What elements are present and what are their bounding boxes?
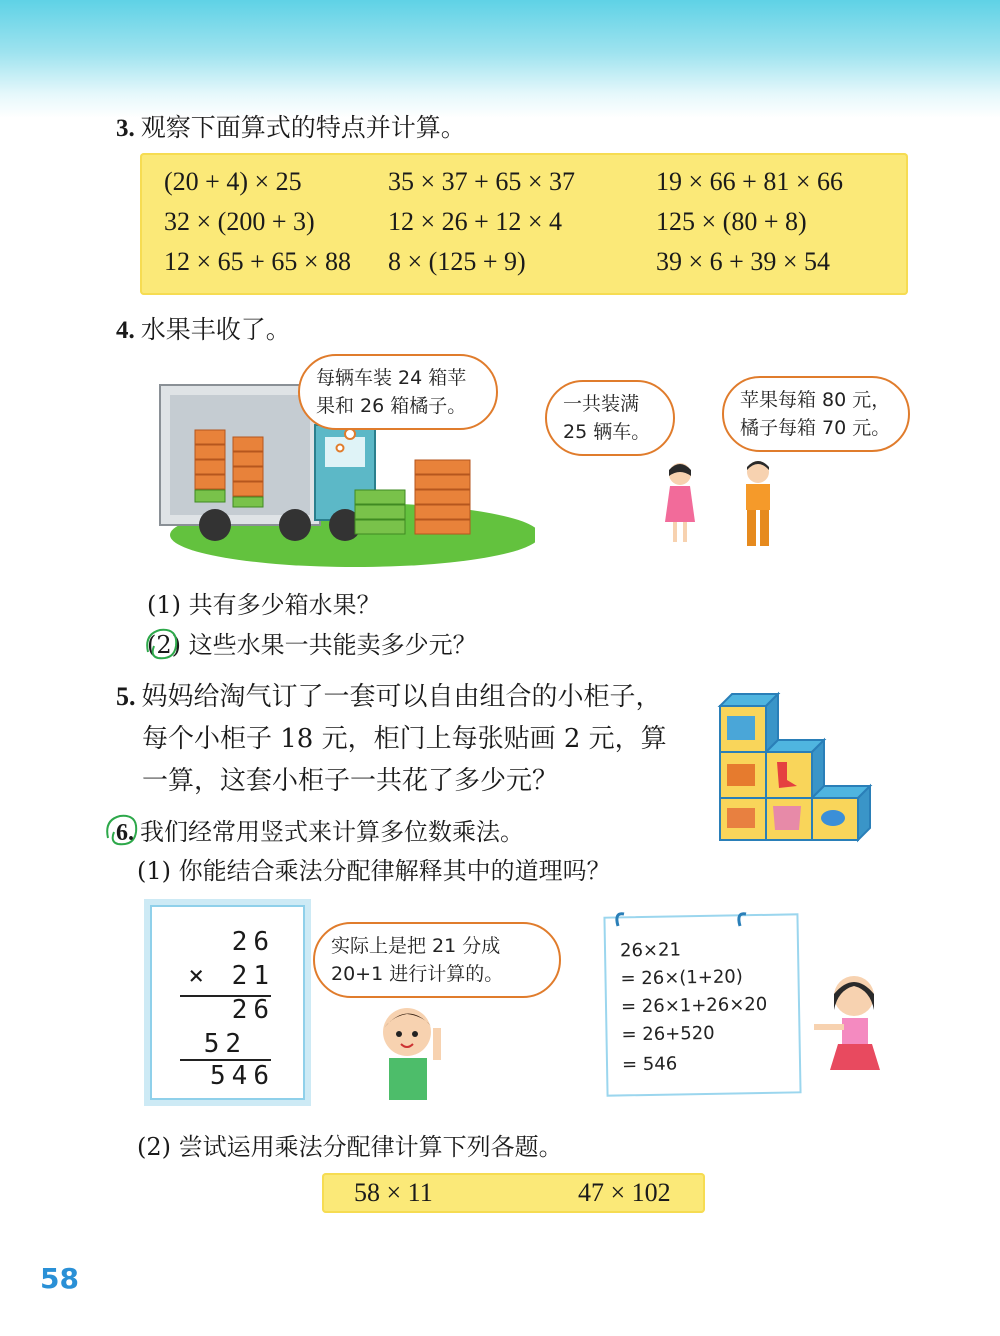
top-color-band [0, 0, 1000, 118]
q4-title: 水果丰收了。 [140, 315, 291, 344]
vertical-row-partial-2: 52 [203, 1029, 247, 1059]
q3-expression-box [140, 153, 908, 295]
q5-text [116, 676, 667, 802]
q3-number: 3. [116, 115, 135, 142]
q6-title: 我们经常用竖式来计算多位数乘法。 [140, 818, 524, 846]
q3-title: 观察下面算式的特点并计算。 [140, 113, 466, 142]
q3-expr-3: 19 × 66 + 81 × 66 [656, 167, 843, 196]
note-line-2: = 26×(1+20) [620, 966, 743, 990]
q5-line-2: 每个小柜子 18 元，柜门上每张贴画 2 元，算 [142, 724, 667, 754]
cabinet-illustration [715, 688, 890, 843]
q4-sub-question-2: (2) 这些水果一共能卖多少元？ [147, 631, 477, 659]
q3-expr-5: 12 × 26 + 12 × 4 [388, 207, 562, 236]
q4-heading [116, 312, 291, 349]
q6-sub-question-2: (2) 尝试运用乘法分配律计算下列各题。 [137, 1133, 563, 1161]
q3-expr-2: 35 × 37 + 65 × 37 [388, 167, 575, 196]
speech-bubble-girl [545, 380, 675, 456]
q6-expr-1: 58 × 11 [354, 1178, 433, 1207]
q5-line-1-text: 妈妈给淘气订了一套可以自由组合的小柜子， [141, 682, 662, 712]
q6-heading [116, 814, 524, 851]
bubble-boy-line-1: 苹果每箱 80 元， [740, 389, 891, 411]
q5-number: 5. [116, 682, 136, 711]
vertical-row-multiplier: × 21 [188, 961, 275, 991]
q3-expr-7: 12 × 65 + 65 × 88 [164, 247, 351, 276]
note-line-1: 26×21 [619, 939, 682, 962]
q6-number: 6. [116, 820, 134, 846]
bubble-truck-line-1: 每辆车装 24 箱苹 [316, 367, 467, 389]
q3-expr-8: 8 × (125 + 9) [388, 247, 526, 276]
q3-expr-9: 39 × 6 + 39 × 54 [656, 247, 830, 276]
girl-character [655, 460, 705, 550]
q4-sub-question-1: (1) 共有多少箱水果？ [147, 591, 381, 619]
boy-pointing-character [375, 1000, 450, 1105]
q4-number: 4. [116, 317, 135, 344]
calculation-note-card [603, 913, 801, 1096]
thought-dots [330, 428, 370, 458]
q5-line-3: 一算，这套小柜子一共花了多少元？ [142, 766, 559, 796]
boy-character [730, 458, 785, 550]
note-line-5: = 546 [621, 1053, 678, 1076]
vertical-row-product: 546 [210, 1061, 275, 1091]
green-swirl-icon [140, 622, 186, 668]
q3-heading [116, 110, 466, 147]
page-number: 58 [40, 1262, 79, 1295]
speech-bubble-truck [298, 354, 498, 430]
q3-expr-6: 125 × (80 + 8) [656, 207, 807, 236]
bubble-girl-line-1: 一共装满 [563, 393, 640, 415]
girl-pointing-character [812, 970, 892, 1080]
bubble-boy-line-2: 橘子每箱 70 元。 [740, 417, 891, 439]
q6-sub-question-1: (1) 你能结合乘法分配律解释其中的道理吗？ [137, 857, 611, 885]
bubble-truck-line-2: 果和 26 箱橘子。 [316, 395, 467, 417]
speech-bubble-explain [313, 922, 561, 998]
speech-bubble-boy [722, 376, 910, 452]
vertical-multiplication-card [150, 905, 305, 1100]
vertical-row-partial-1: 26 [231, 995, 275, 1025]
q5-line-1 [116, 676, 667, 718]
q3-expr-4: 32 × (200 + 3) [164, 207, 315, 236]
bubble-explain-line-2: 20+1 进行计算的。 [331, 963, 504, 985]
q3-expr-1: (20 + 4) × 25 [164, 167, 302, 196]
q6-expr-2: 47 × 102 [578, 1178, 671, 1207]
note-hooks [600, 908, 810, 932]
bubble-girl-line-2: 25 辆车。 [563, 421, 651, 443]
note-line-3: = 26×1+26×20 [620, 993, 768, 1018]
q6-expression-box [322, 1173, 705, 1213]
bubble-explain-line-1: 实际上是把 21 分成 [331, 935, 501, 957]
vertical-row-multiplicand: 26 [231, 927, 275, 957]
note-line-4: = 26+520 [621, 1022, 715, 1046]
